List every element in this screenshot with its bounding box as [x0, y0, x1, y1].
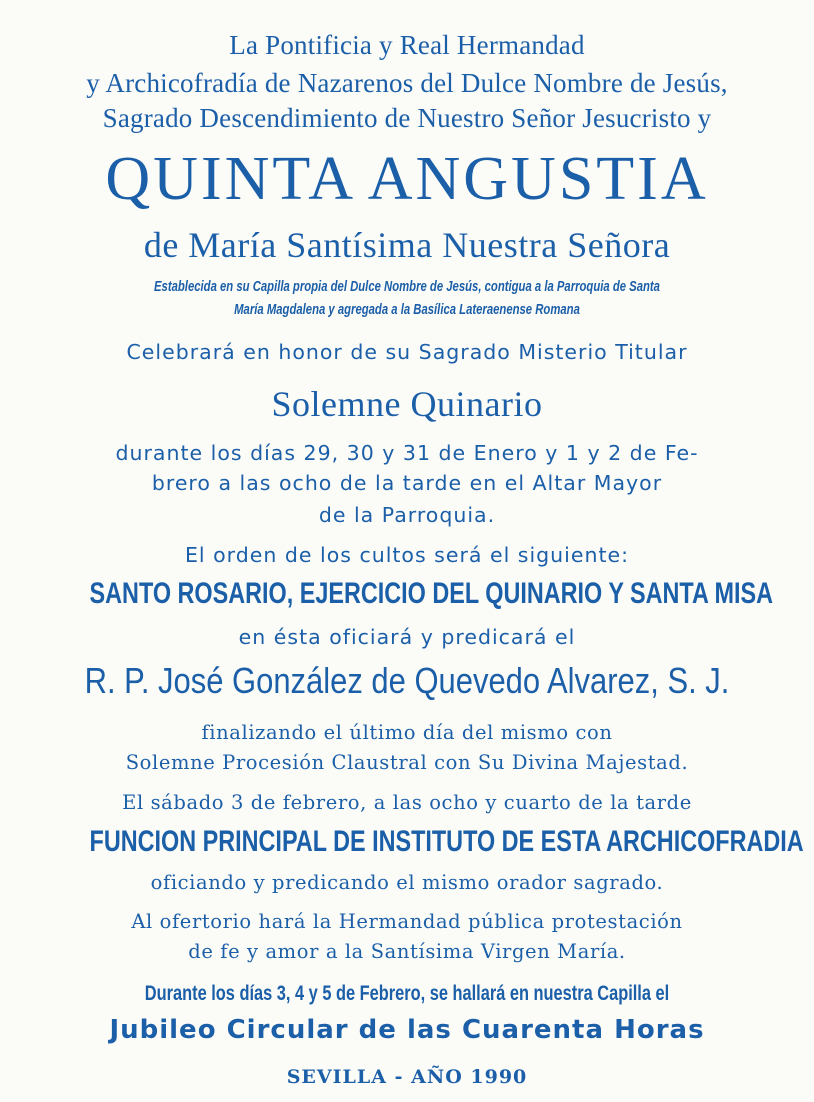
order-caps: SANTO ROSARIO, EJERCICIO DEL QUINARIO Y SANTA MISA: [89, 577, 774, 610]
officiate-text: en ésta oficiará y predicará el: [238, 625, 576, 649]
dates-line-3: de la Parroquia.: [318, 503, 496, 527]
closing-line-2: Solemne Procesión Claustral con Su Divina Majestad.: [125, 751, 689, 774]
function-caps: FUNCION PRINCIPAL DE INSTITUTO DE ESTA ARCHICOFRADIA: [89, 825, 804, 858]
offertory-line-2: de fe y amor a la Santísima Virgen María.: [188, 940, 626, 963]
order-intro: El orden de los cultos será el siguiente:: [184, 543, 630, 567]
subtitle: de María Santísima Nuestra Señora: [143, 225, 671, 265]
established-line-2: María Magdalena y agregada a la Basílica Lateraenense Romana: [234, 302, 580, 318]
event-name: Solemne Quinario: [271, 384, 543, 424]
established-line-1: Establecida en su Capilla propia del Dulce Nombre de Jesús, contigua a la Parroquia de Santa: [154, 279, 660, 295]
celebrates-text: Celebrará en honor de su Sagrado Misterio Titular: [126, 340, 688, 364]
jubilee-title: Jubileo Circular de las Cuarenta Horas: [109, 1015, 705, 1045]
priest-name: R. P. José González de Quevedo Alvarez, S. J.: [84, 660, 730, 701]
offertory-line-1: Al ofertorio hará la Hermandad pública protestación: [131, 910, 683, 933]
intro-line-2: y Archicofradía de Nazarenos del Dulce Nombre de Jesús,: [86, 68, 728, 98]
footer-place-year: SEVILLA - AÑO 1990: [286, 1066, 528, 1088]
closing-line-1: finalizando el último día del mismo con: [201, 721, 613, 744]
intro-line-3: Sagrado Descendimiento de Nuestro Señor Jesucristo y: [102, 103, 712, 133]
function-detail: oficiando y predicando el mismo orador sagrado.: [150, 871, 664, 894]
dates-line-2: brero a las ocho de la tarde en el Altar Mayor: [151, 471, 663, 495]
main-title: QUINTA ANGUSTIA: [105, 145, 709, 213]
intro-line-1: La Pontificia y Real Hermandad: [229, 30, 585, 60]
jubilee-intro: Durante los días 3, 4 y 5 de Febrero, se hallará en nuestra Capilla el: [144, 982, 670, 1005]
saturday-text: El sábado 3 de febrero, a las ocho y cuarto de la tarde: [122, 791, 692, 814]
dates-line-1: durante los días 29, 30 y 31 de Enero y 1 y 2 de Fe-: [115, 441, 699, 465]
